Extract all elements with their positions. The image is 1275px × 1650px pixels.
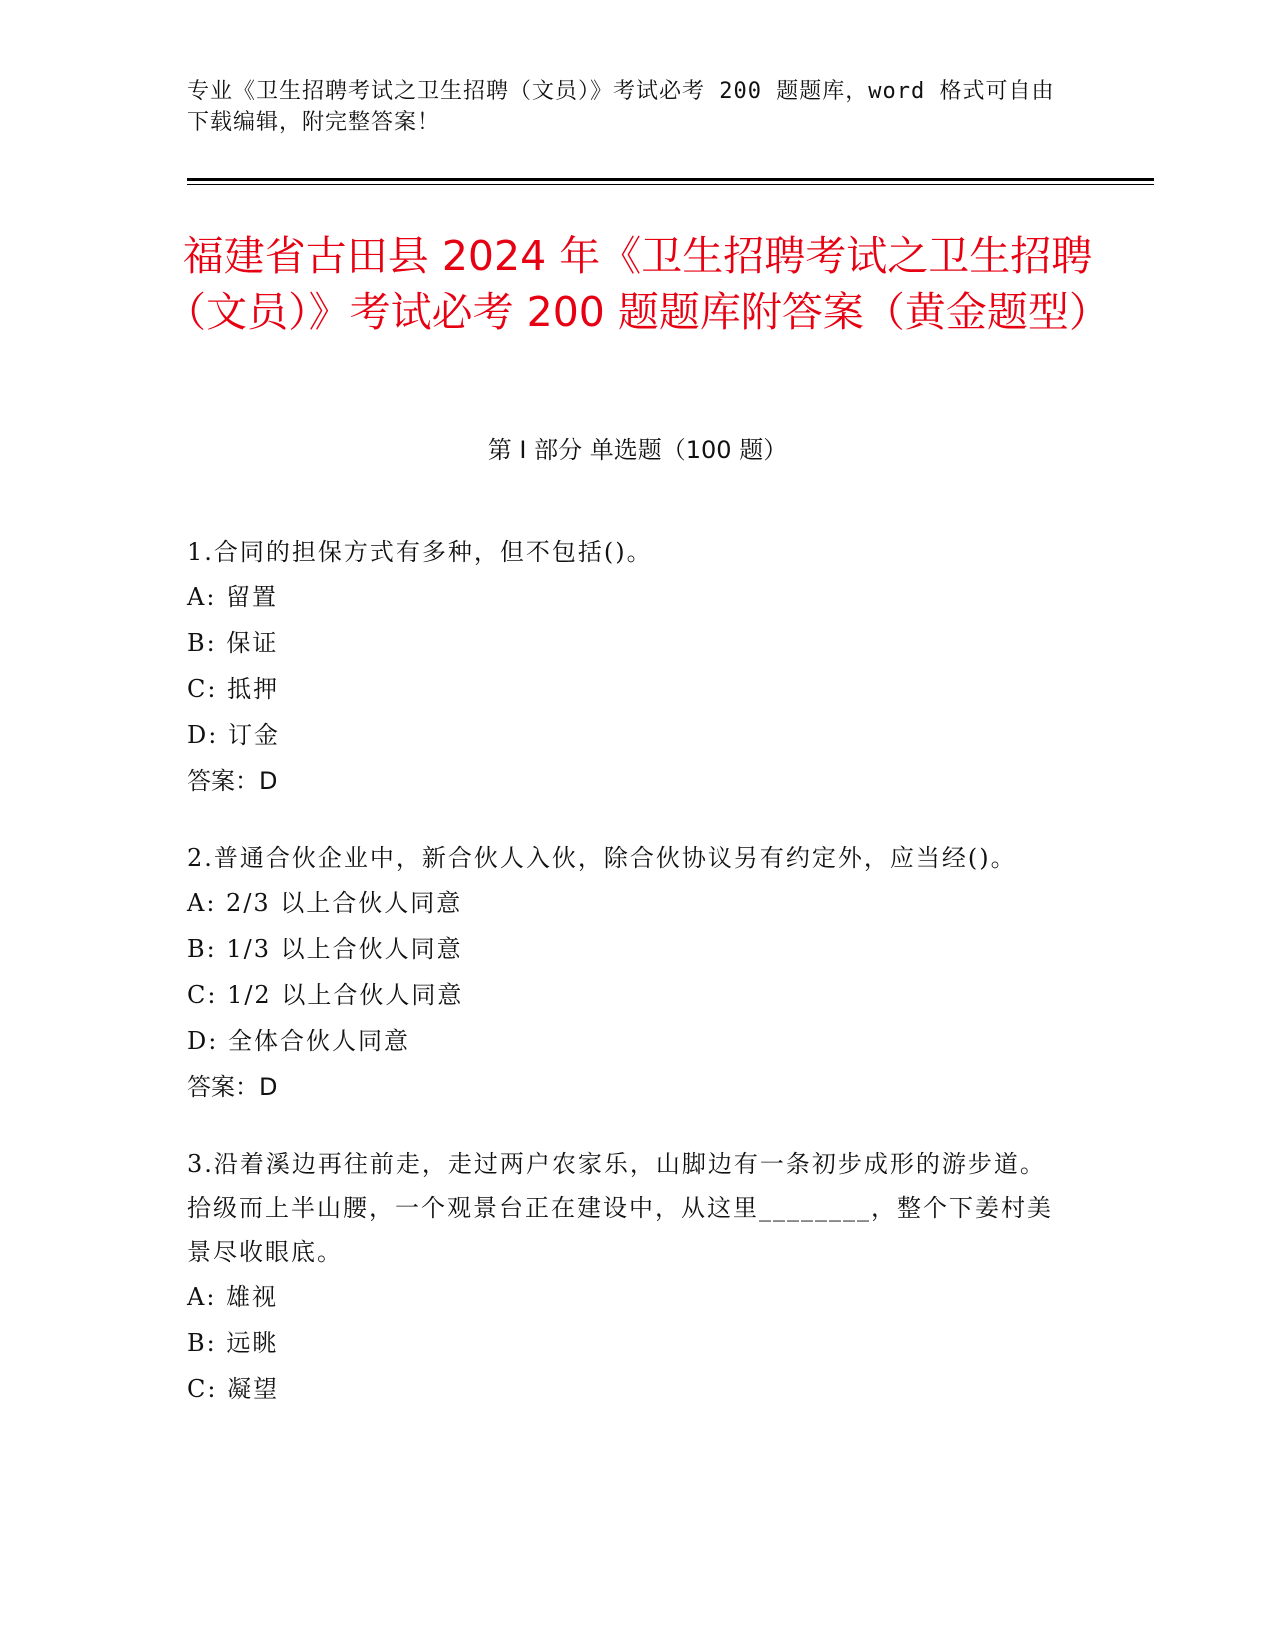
- option-b: B: 远眺: [187, 1329, 279, 1357]
- answer: 答案：D: [187, 767, 278, 795]
- option-c: C: 1/2 以上合伙人同意: [187, 981, 464, 1009]
- header-divider-thin: [187, 184, 1154, 185]
- question-3: [187, 1142, 1067, 1412]
- option-d: D: 全体合伙人同意: [187, 1027, 410, 1055]
- question-stem: 1.合同的担保方式有多种，但不包括()。: [187, 538, 653, 566]
- option-d: D: 订金: [187, 721, 280, 749]
- question-list: [187, 530, 1067, 1444]
- document-title: 福建省古田县 2024 年《卫生招聘考试之卫生招聘（文员）》考试必考 200 题题库附答案（黄金题型）: [165, 232, 1110, 336]
- option-a: A: 2/3 以上合伙人同意: [187, 889, 463, 917]
- option-b: B: 1/3 以上合伙人同意: [187, 935, 463, 963]
- section-title: 第 I 部分 单选题（100 题）: [487, 436, 788, 464]
- question-1: [187, 530, 1067, 804]
- option-c: C: 凝望: [187, 1375, 280, 1403]
- option-a: A: 雄视: [187, 1283, 279, 1311]
- question-stem: 2.普通合伙企业中，新合伙人入伙，除合伙协议另有约定外，应当经()。: [187, 844, 1017, 872]
- header-note: 专业《卫生招聘考试之卫生招聘（文员）》考试必考 200 题题库，word 格式可自由下载编辑，附完整答案！: [187, 79, 1055, 135]
- option-c: C: 抵押: [187, 675, 280, 703]
- answer: 答案：D: [187, 1073, 278, 1101]
- header-divider-thick: [187, 178, 1154, 181]
- question-stem: 3.沿着溪边再往前走，走过两户农家乐，山脚边有一条初步成形的游步道。拾级而上半山腰，一个观景台正在建设中，从这里________，整个下姜村美景尽收眼底。: [187, 1150, 1053, 1266]
- option-a: A: 留置: [187, 583, 279, 611]
- question-2: [187, 836, 1067, 1110]
- option-b: B: 保证: [187, 629, 279, 657]
